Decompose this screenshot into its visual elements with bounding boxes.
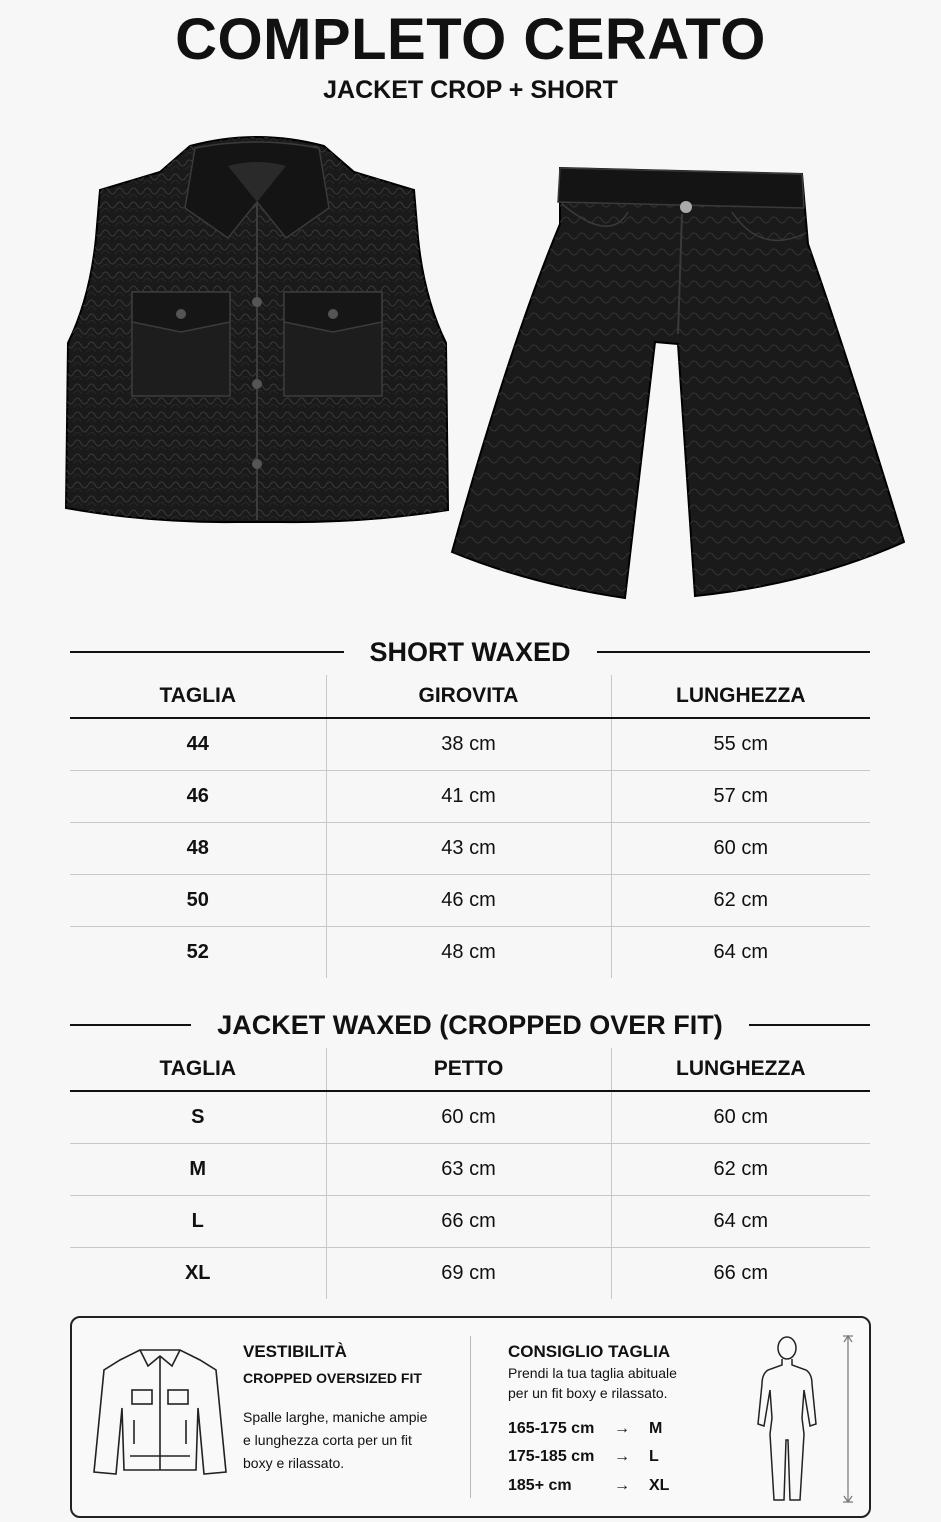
length-cell: 64 cm [611, 927, 870, 979]
jacket-outline-icon [90, 1344, 230, 1480]
heading-rule [70, 1024, 191, 1026]
arrow-right-icon: → [614, 1477, 630, 1494]
table-header-row [70, 675, 870, 718]
height-range: 185+ cm [508, 1477, 572, 1494]
size-cell: 48 [70, 823, 326, 875]
advice-line: per un fit boxy e rilassato. [508, 1385, 668, 1401]
table-row [70, 1091, 870, 1144]
table-row [70, 1248, 870, 1300]
header-cell: LUNGHEZZA [611, 675, 870, 718]
waist-cell: 38 cm [326, 718, 611, 771]
size-cell: 46 [70, 771, 326, 823]
fit-title: VESTIBILITÀ [243, 1342, 347, 1361]
table-header-row [70, 1048, 870, 1091]
waist-cell: 43 cm [326, 823, 611, 875]
short-table-heading [70, 635, 870, 669]
size-cell: XL [184, 1262, 211, 1284]
fit-line: Spalle larghe, maniche ampie [243, 1409, 428, 1425]
fit-info-box [70, 1316, 871, 1518]
fit-line: e lunghezza corta per un fit [243, 1432, 412, 1448]
size-cell: M [70, 1144, 326, 1196]
short-size-table [70, 675, 870, 978]
header-cell: TAGLIA [70, 675, 326, 718]
chest-cell: 63 cm [326, 1144, 611, 1196]
human-figure-icon [752, 1334, 822, 1504]
length-cell: 64 cm [611, 1196, 870, 1248]
height-range: 165-175 cm [508, 1420, 595, 1437]
short-table-title: SHORT WAXED [369, 636, 571, 667]
length-cell: 60 cm [611, 823, 870, 875]
table-row [70, 875, 870, 927]
advice-description [508, 1363, 677, 1403]
table-row [70, 718, 870, 771]
height-arrow-icon [842, 1334, 854, 1504]
chest-cell: 66 cm [326, 1196, 611, 1248]
recommended-size: L [649, 1448, 659, 1465]
header-cell: GIROVITA [326, 675, 611, 718]
length-cell: 66 cm [611, 1248, 870, 1300]
waist-cell: 41 cm [326, 771, 611, 823]
waist-cell: 46 cm [326, 875, 611, 927]
size-cell: L [70, 1196, 326, 1248]
advice-line: Prendi la tua taglia abituale [508, 1365, 677, 1381]
arrow-right-icon: → [614, 1448, 630, 1465]
fit-subtitle: CROPPED OVERSIZED FIT [243, 1370, 422, 1386]
height-size-row [508, 1444, 688, 1470]
heading-rule [70, 651, 344, 653]
arrow-right-icon: → [614, 1420, 630, 1437]
length-cell: 57 cm [611, 771, 870, 823]
length-cell: 62 cm [611, 1144, 870, 1196]
header-cell: LUNGHEZZA [611, 1048, 870, 1091]
chest-cell: 60 cm [326, 1091, 611, 1144]
header-cell: PETTO [326, 1048, 611, 1091]
recommended-size: XL [649, 1477, 670, 1494]
shorts-image [450, 164, 905, 604]
table-row [70, 1144, 870, 1196]
header-cell: TAGLIA [70, 1048, 326, 1091]
table-row [70, 927, 870, 979]
height-size-row [508, 1416, 688, 1442]
size-cell: 52 [186, 941, 209, 963]
fit-description [243, 1406, 427, 1475]
waist-cell: 48 cm [326, 927, 611, 979]
chest-cell: 69 cm [326, 1248, 611, 1300]
heading-rule [597, 651, 871, 653]
height-range: 175-185 cm [508, 1448, 595, 1465]
length-cell: 55 cm [611, 718, 870, 771]
vest-image [60, 128, 456, 528]
advice-title: CONSIGLIO TAGLIA [508, 1342, 671, 1361]
length-cell: 60 cm [611, 1091, 870, 1144]
jacket-table-heading [70, 1008, 870, 1042]
table-row [70, 1196, 870, 1248]
fit-line: boxy e rilassato. [243, 1455, 345, 1471]
table-row [70, 823, 870, 875]
page-subtitle: JACKET CROP + SHORT [323, 76, 618, 104]
size-cell: 50 [70, 875, 326, 927]
page-title: COMPLETO CERATO [175, 7, 766, 72]
jacket-size-table [70, 1048, 870, 1299]
jacket-table-title: JACKET WAXED (CROPPED OVER FIT) [217, 1009, 723, 1040]
table-row [70, 771, 870, 823]
height-size-row [508, 1473, 688, 1499]
size-cell: 44 [70, 718, 326, 771]
heading-rule [749, 1024, 870, 1026]
length-cell: 62 cm [611, 875, 870, 927]
size-cell: S [70, 1091, 326, 1144]
info-divider [470, 1336, 471, 1498]
recommended-size: M [649, 1420, 663, 1437]
